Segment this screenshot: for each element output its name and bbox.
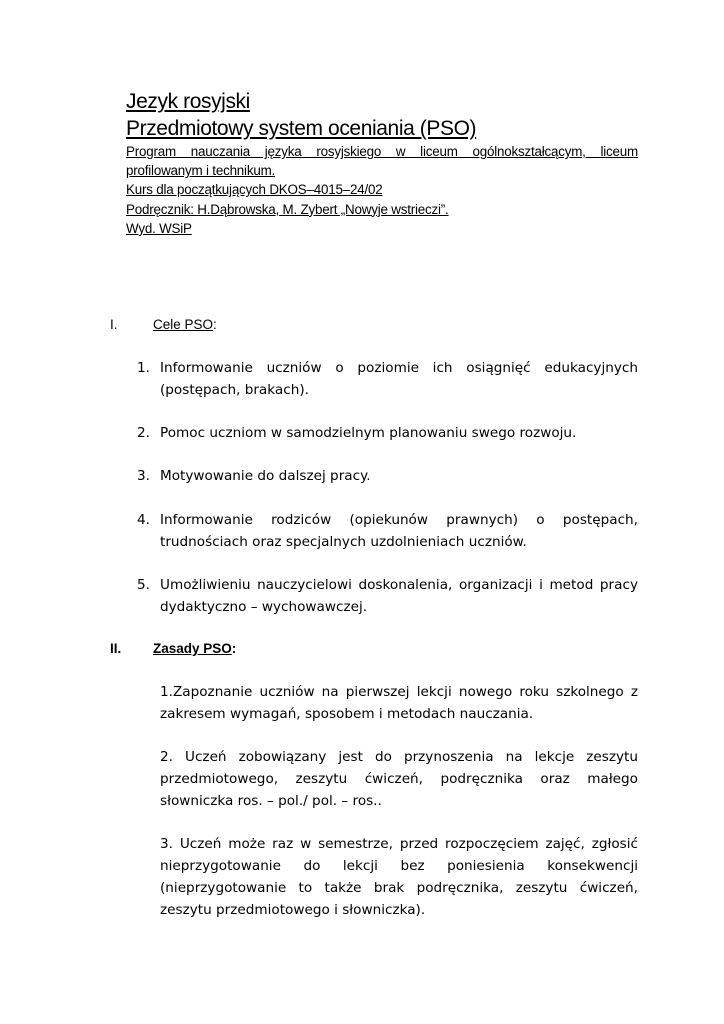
rule-paragraph-2: 2. Uczeń zobowiązany jest do przynoszenia na lekcje zeszytu przedmiotowego, zeszytu ćwiczeń, podręcznika oraz małego słowniczka ros. – pol./ pol. – ros.. [160, 749, 638, 809]
document-header [126, 88, 638, 238]
list-item-text: Informowanie rodziców (opiekunów prawnych) o postępach, trudnościach oraz specjalnych uzdolnieniach uczniów. [160, 512, 638, 550]
list-item-text: Umożliwieniu nauczycielowi doskonalenia, organizacji i metod pracy dydaktyczno – wychowawczej. [160, 577, 638, 615]
list-item-text: Motywowanie do dalszej pracy. [160, 468, 371, 484]
list-item [137, 422, 638, 444]
section-title-suffix: : [213, 317, 217, 332]
document-title-line2: Przedmiotowy system oceniania (PSO) [126, 117, 477, 140]
textbook-info: Podręcznik: H.Dąbrowska, M. Zybert „Nowyje wstrieczi”. [126, 201, 449, 217]
list-item-text: Pomoc uczniom w samodzielnym planowaniu swego rozwoju. [160, 425, 577, 441]
section-title-text: Zasady PSO [153, 641, 232, 656]
list-item-number: 4. [137, 512, 150, 528]
publisher-info: Wyd. WSiP [126, 220, 192, 236]
section-title [153, 316, 217, 334]
section-title-suffix: : [231, 641, 237, 656]
rule-paragraph-3: 3. Uczeń może raz w semestrze, przed rozpoczęciem zajęć, zgłosić nieprzygotowanie do lekcji bez poniesienia konsekwencji (nieprzygotowanie to także brak podręcznika, zeszytu ćwiczeń, zeszytu przedmiotowego i słowniczka). [160, 836, 638, 918]
section-title-text: Cele PSO [153, 317, 214, 332]
list-item-text: Informowanie uczniów o poziomie ich osiągnięć edukacyjnych (postępach, brakach). [160, 360, 638, 398]
course-info: Kurs dla początkujących DKOS–4015–24/02 [126, 182, 383, 198]
list-item-number: 5. [137, 577, 150, 593]
list-item-number: 1. [137, 360, 150, 376]
list-item [137, 357, 638, 401]
list-item [137, 574, 638, 618]
rule-paragraph-1: 1.Zapoznanie uczniów na pierwszej lekcji nowego roku szkolnego z zakresem wymagań, sposobem i metodach nauczania. [160, 684, 638, 722]
list-item-number: 3. [137, 468, 150, 484]
list-item-number: 2. [137, 425, 150, 441]
list-item [137, 465, 638, 487]
section-number: II. [110, 641, 122, 656]
program-description: Program nauczania języka rosyjskiego w liceum ogólnokształcącym, liceum profilowanym i technikum. [126, 144, 638, 179]
list-item [137, 509, 638, 553]
section-number: I. [110, 317, 118, 332]
section-title [153, 640, 236, 658]
document-title-line1: Jezyk rosyjski [126, 90, 250, 113]
